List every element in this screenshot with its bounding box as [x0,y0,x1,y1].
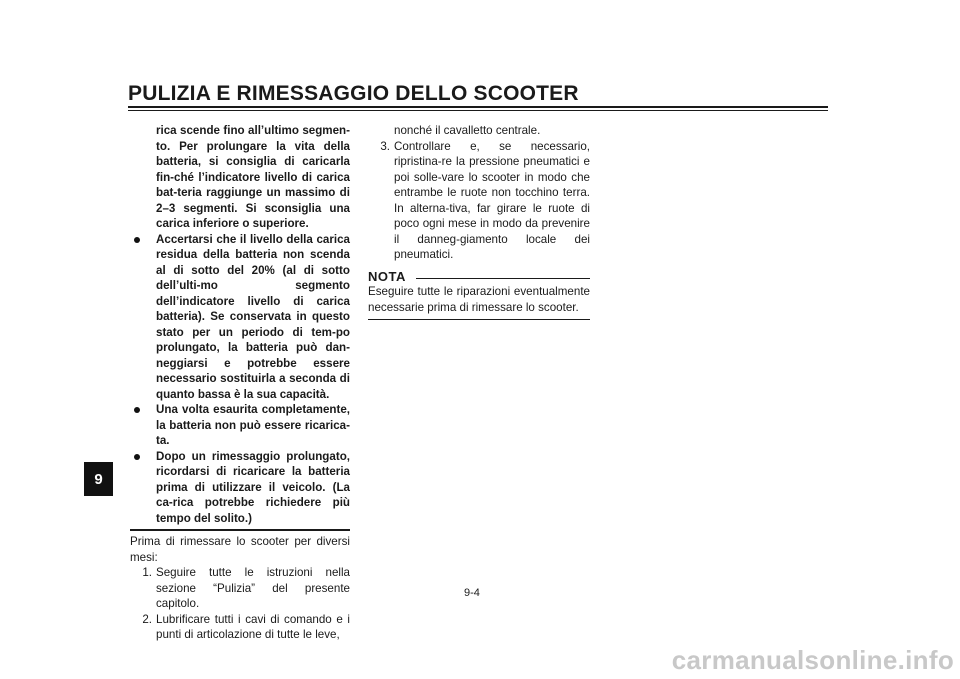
nota-label: NOTA [368,268,406,284]
step-item [368,139,590,263]
chapter-tab: 9 [84,462,113,496]
step-continuation: nonché il cavalletto centrale. [394,124,541,137]
warning-continuation: rica scende fino all’ultimo segmen-to. Per prolungare la vita della batteria, si consiglia di caricarla fin-ché l’indicatore livello di carica bat-teria raggiunge un massimo di 2–3 segmenti. Si sconsiglia una carica inferiore o superiore. [156,124,350,230]
bullet-text: Accertarsi che il livello della carica residua della batteria non scenda al di sotto del 20% (al di sotto dell’ulti-mo segmento dell’indicatore livello di carica batteria). Se conservata in questo stato per un periodo di tem-po prolungato, la batteria può dan-neggiarsi e potrebbe essere necessario sostituirla a seconda di quanto bassa è la sua capacità. [156,232,350,401]
step-text: Seguire tutte le istruzioni nella sezione “Pulizia” del presente capitolo. [156,566,350,610]
left-column [130,123,350,643]
bullet-icon [134,407,140,413]
watermark-text: carmanualsonline.info [671,645,954,675]
step-number: 2. [142,612,152,626]
title-rule-thin [128,110,828,111]
title-rule [128,106,828,108]
step-text: Lubrificare tutti i cavi di comando e i punti di articolazione di tutte le leve, [156,612,350,641]
warning-end-rule [130,529,350,531]
page-title: PULIZIA E RIMESSAGGIO DELLO SCOOTER [128,82,579,105]
bullet-icon [134,237,140,243]
nota-end-rule [368,319,590,320]
step-number: 1. [142,566,152,579]
storage-intro: Prima di rimessare lo scooter per diversi mesi: [130,535,350,564]
step-number: 3. [380,139,390,153]
step-text: Controllare e, se necessario, ripristina-re la pressione pneumatici e poi solle-vare lo scooter in modo che entrambe le ruote non tocchino terra. In alterna-tiva, far girare le ruote di poco ogni mese in modo da prevenire il danneg-giamento locale dei pneumatici. [394,139,590,261]
page-number: 9-4 [464,587,480,599]
bullet-text: Una volta esaurita completamente, la batteria non può essere ricarica-ta. [156,403,350,447]
right-column [368,123,590,320]
nota-rule [416,278,590,279]
step-item [130,612,350,643]
bullet-icon [134,454,140,460]
bullet-text: Dopo un rimessaggio prolungato, ricordarsi di ricaricare la batteria prima di utilizzare il veicolo. (La ca-rica potrebbe richiedere più tempo del solito.) [156,449,350,525]
step-item [130,565,350,612]
warning-bullet [130,449,350,527]
warning-bullet [130,402,350,449]
warning-bullet [130,232,350,403]
nota-text: Eseguire tutte le riparazioni eventualmente necessarie prima di rimessare lo scooter. [368,285,590,314]
nota-header [368,269,590,285]
